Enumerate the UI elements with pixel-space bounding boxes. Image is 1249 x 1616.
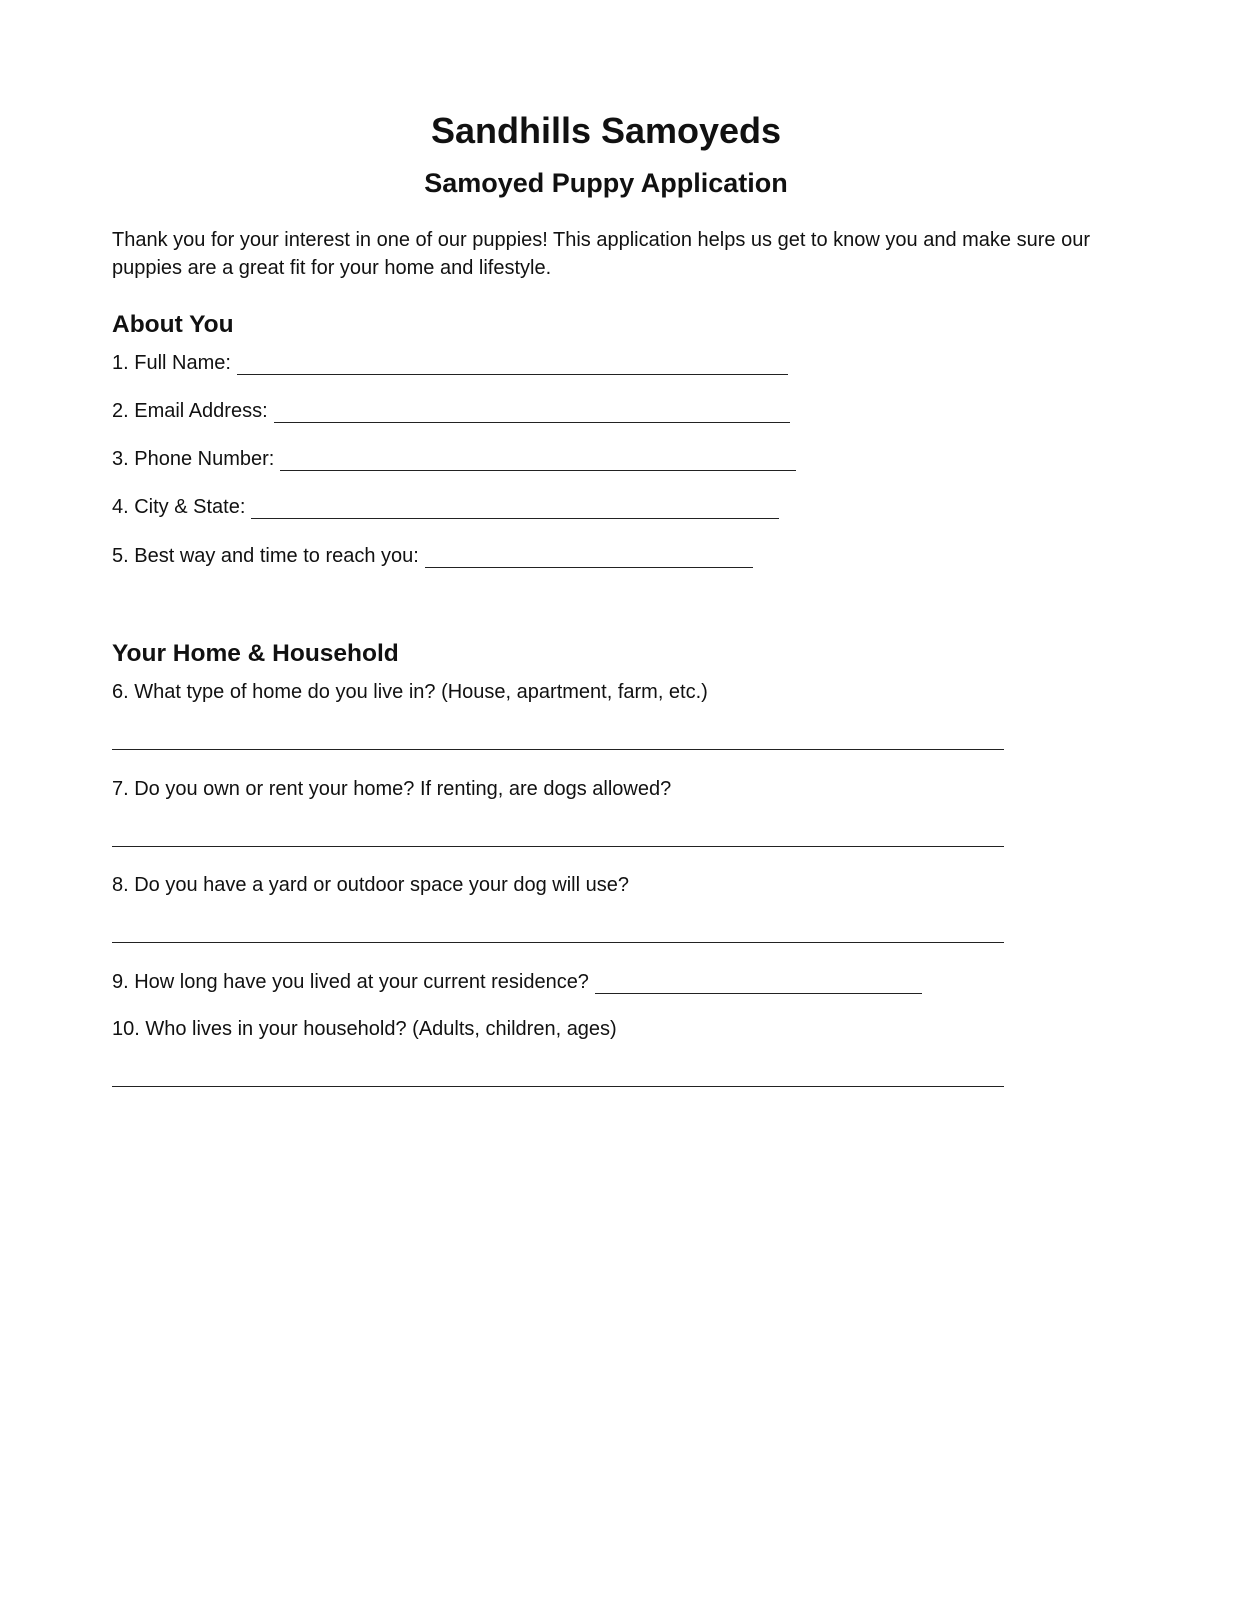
intro-paragraph: Thank you for your interest in one of our puppies! This application helps us get to know you and make sure our puppies are a great fit for your home and lifestyle. <box>112 229 1090 279</box>
question-label: 3. Phone Number: <box>112 448 275 470</box>
question-household <box>112 1017 617 1041</box>
email-field[interactable] <box>274 404 790 423</box>
question-yard <box>112 873 629 897</box>
question-city-state <box>112 495 779 519</box>
household-field[interactable] <box>112 1086 1004 1087</box>
residence-length-field[interactable] <box>595 975 922 994</box>
question-residence-length <box>112 970 922 994</box>
page-title: Sandhills Samoyeds <box>430 110 782 151</box>
question-email <box>112 399 790 423</box>
section-heading-about-you: About You <box>112 311 234 338</box>
question-label: 6. What type of home do you live in? (House, apartment, farm, etc.) <box>112 681 708 703</box>
question-full-name <box>112 351 788 375</box>
question-label: 7. Do you own or rent your home? If renting, are dogs allowed? <box>112 778 672 800</box>
own-rent-field[interactable] <box>112 846 1004 847</box>
question-label: 5. Best way and time to reach you: <box>112 545 419 567</box>
question-label: 8. Do you have a yard or outdoor space your dog will use? <box>112 874 629 896</box>
city-state-field[interactable] <box>251 500 779 519</box>
full-name-field[interactable] <box>237 356 788 375</box>
question-contact-time <box>112 544 753 568</box>
question-label: 9. How long have you lived at your current residence? <box>112 971 589 993</box>
question-phone <box>112 447 796 471</box>
page-subtitle: Samoyed Puppy Application <box>424 168 788 198</box>
question-own-rent <box>112 777 671 801</box>
home-type-field[interactable] <box>112 749 1004 750</box>
yard-field[interactable] <box>112 942 1004 943</box>
phone-field[interactable] <box>280 452 796 471</box>
question-home-type <box>112 680 708 704</box>
question-label: 4. City & State: <box>112 496 246 518</box>
question-label: 10. Who lives in your household? (Adults, children, ages) <box>112 1018 617 1040</box>
contact-time-field[interactable] <box>425 549 753 568</box>
section-heading-home-household: Your Home & Household <box>112 640 399 667</box>
question-label: 2. Email Address: <box>112 400 268 422</box>
question-label: 1. Full Name: <box>112 352 231 374</box>
